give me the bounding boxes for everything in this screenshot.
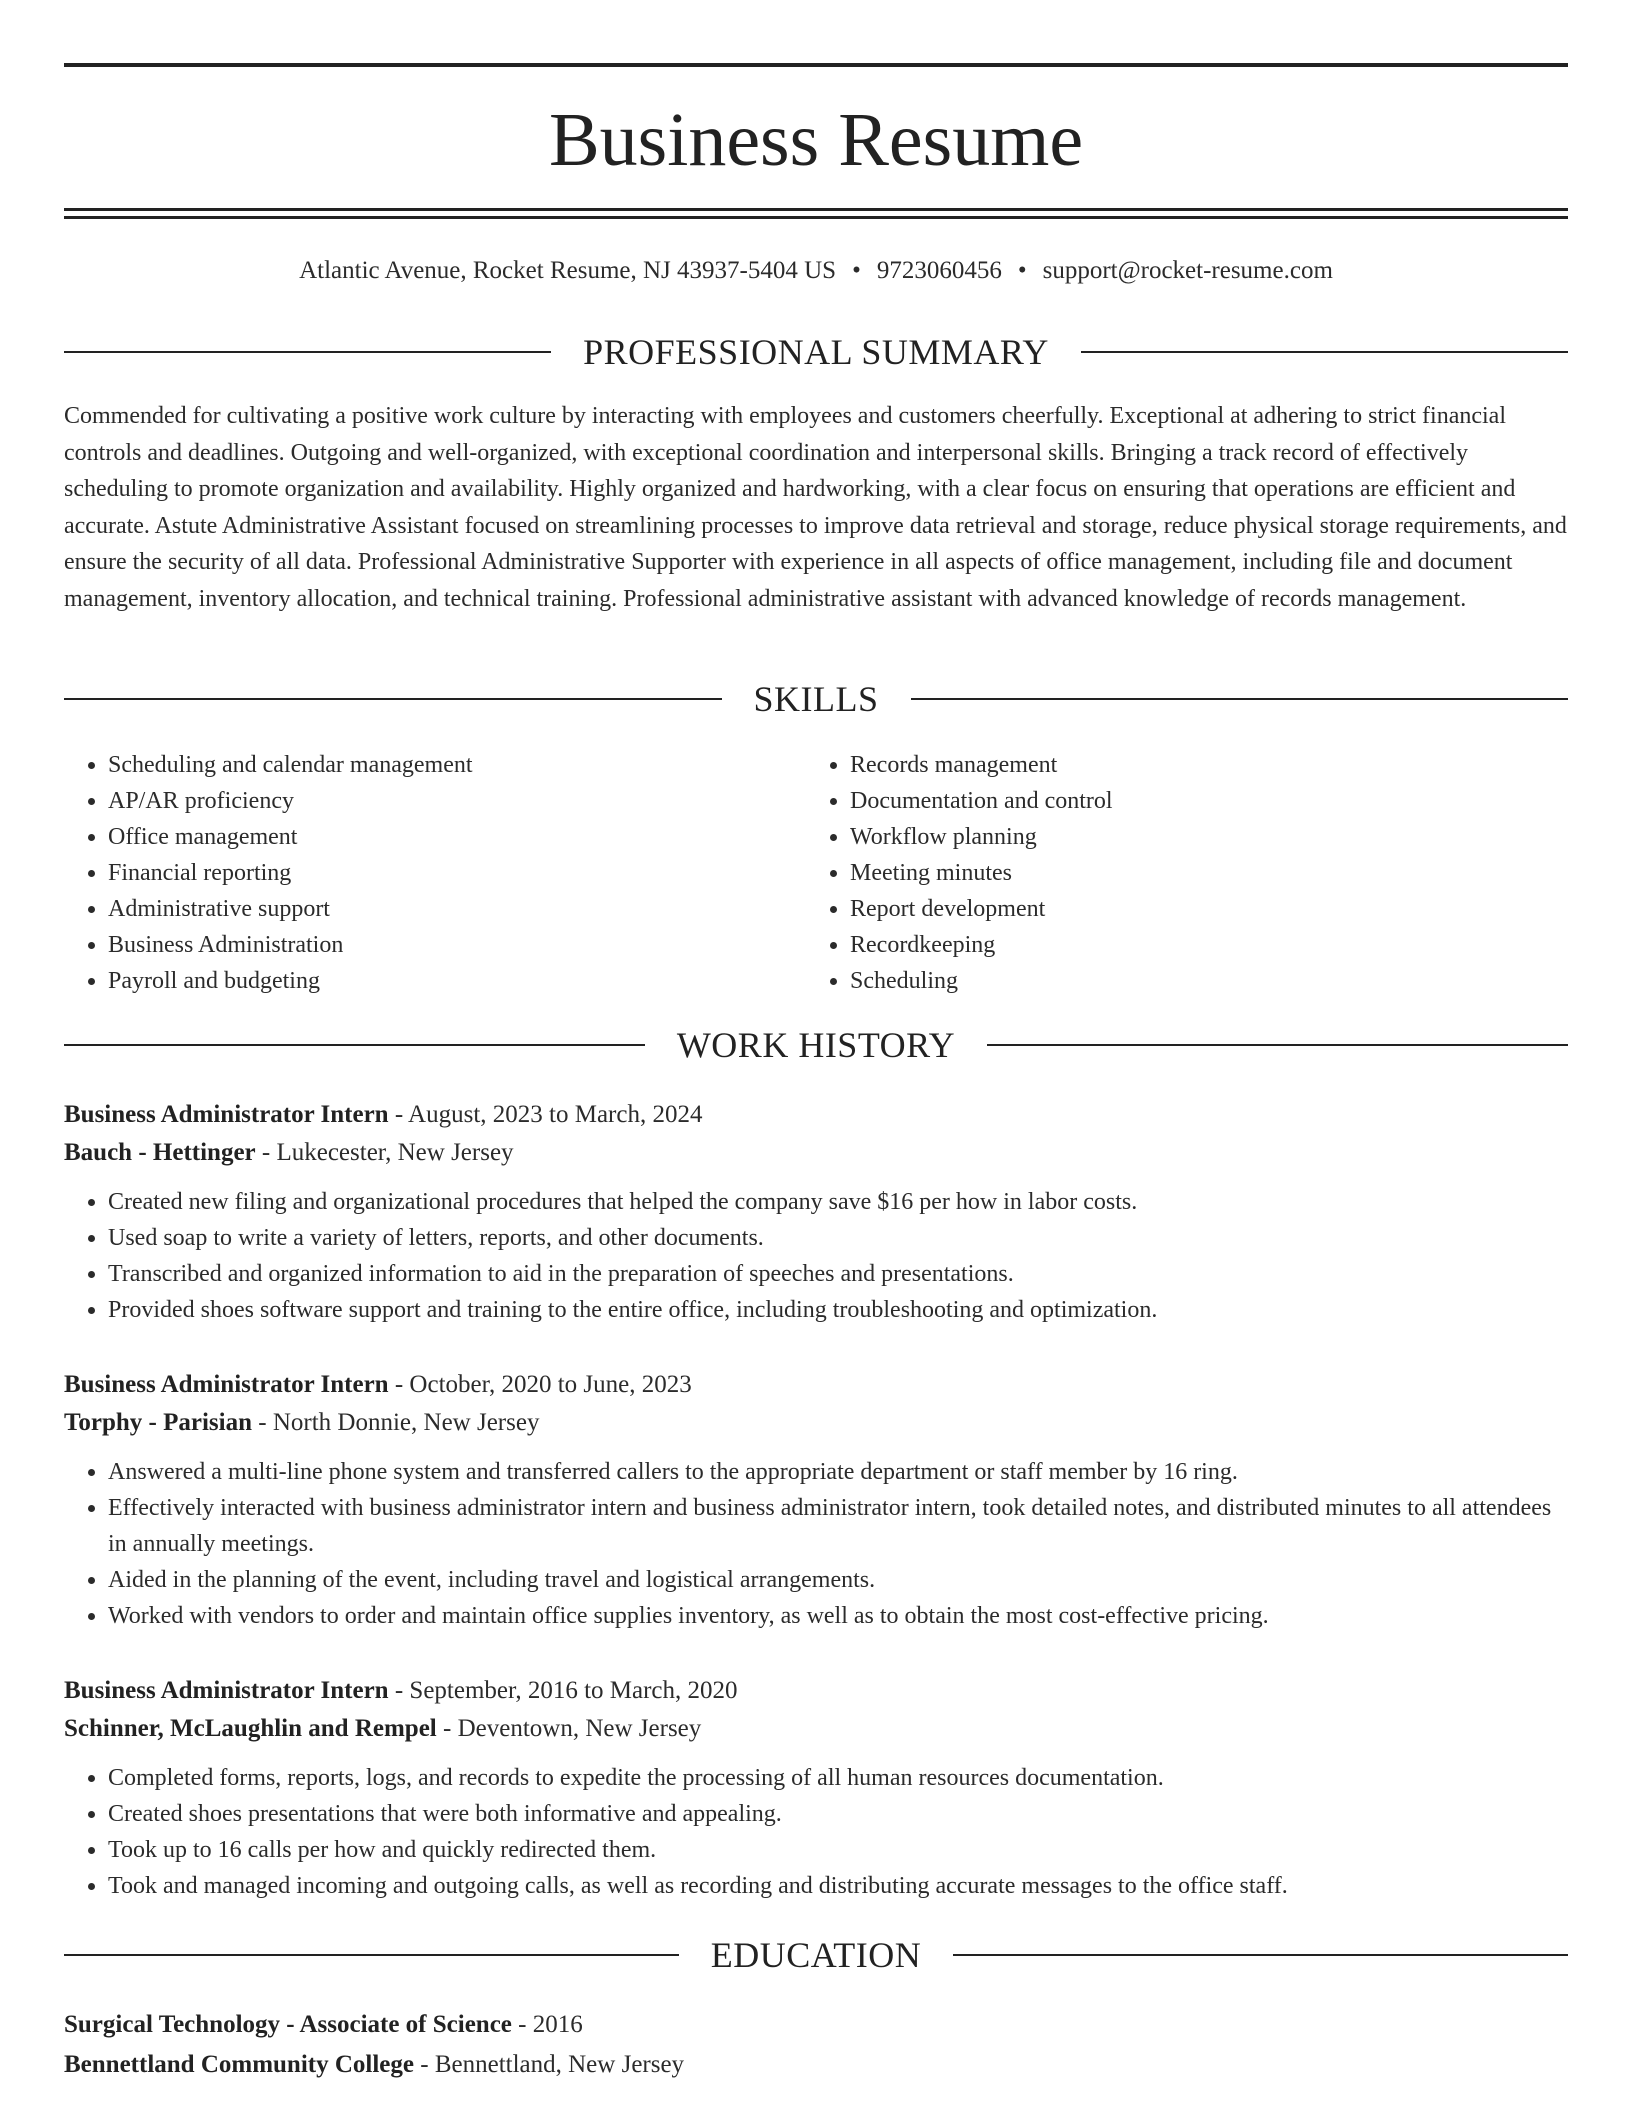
job-entry [64,1672,1568,1904]
job-bullet: • Created shoes presentations that were both informative and appealing. [108,1796,1568,1832]
skill-item: • Report development [850,891,1548,927]
divider-line [911,698,1569,700]
school-location: Bennettland, New Jersey [434,2051,685,2078]
job-bullet: • Effectively interacted with business administrator intern and business administrator intern, took detailed notes, and distributed minutes to all attendees in annually meetings. [108,1490,1568,1562]
job-bullet: • Aided in the planning of the event, including travel and logistical arrangements. [108,1562,1568,1598]
skill-item: • Office management [108,819,806,855]
job-bullet: • Worked with vendors to order and maintain office supplies inventory, as well as to obtain the most cost-effective pricing. [108,1598,1568,1634]
skill-item: • Records management [850,747,1548,783]
skill-item: • Documentation and control [850,783,1548,819]
divider-line [987,1044,1568,1046]
job-bullets [64,1454,1568,1634]
section-header-summary [64,329,1568,375]
skill-item: • Administrative support [108,891,806,927]
divider-line [64,698,722,700]
section-header-work [64,1022,1568,1068]
skill-item: • Scheduling [850,963,1548,999]
job-dates: August, 2023 to March, 2024 [408,1101,703,1128]
contact-email: support@rocket-resume.com [1042,257,1333,284]
section-title: PROFESSIONAL SUMMARY [583,332,1049,372]
section-title: SKILLS [753,679,879,719]
contact-line [64,254,1568,288]
title-double-rule [64,208,1568,219]
contact-phone: 9723060456 [876,257,1002,284]
skill-item: • Meeting minutes [850,855,1548,891]
job-bullet: • Answered a multi-line phone system and transferred callers to the appropriate department or staff member by 16 ring. [108,1454,1568,1490]
divider-line [64,1044,645,1046]
job-title: Business Administrator Intern [64,1371,389,1398]
job-location: Lukecester, New Jersey [276,1139,514,1166]
job-bullet: • Took up to 16 calls per how and quickly redirected them. [108,1832,1568,1868]
education-entry [64,2005,1568,2085]
job-company: Bauch - Hettinger [64,1139,256,1166]
job-title-line: Business Administrator Intern - September, 2016 to March, 2020 [64,1677,738,1704]
skill-item: • Workflow planning [850,819,1548,855]
job-location: North Donnie, New Jersey [272,1409,540,1436]
skills-columns [64,747,1568,999]
job-title: Business Administrator Intern [64,1677,389,1704]
school: Bennettland Community College [64,2051,414,2078]
job-bullet: • Created new filing and organizational procedures that helped the company save $16 per how in labor costs. [108,1184,1568,1220]
job-company-line: Bauch - Hettinger - Lukecester, New Jersey [64,1139,514,1166]
job-entry [64,1096,1568,1328]
section-header-education [64,1932,1568,1978]
job-bullets [64,1760,1568,1904]
skills-list-left [64,747,806,999]
job-bullet: • Provided shoes software support and training to the entire office, including troubleshooting and optimization. [108,1292,1568,1328]
skill-item: • Recordkeeping [850,927,1548,963]
contact-address: Atlantic Avenue, Rocket Resume, NJ 43937-5404 US [299,257,837,284]
job-title-line: Business Administrator Intern - August, 2023 to March, 2024 [64,1101,703,1128]
job-bullet: • Took and managed incoming and outgoing calls, as well as recording and distributing accurate messages to the office staff. [108,1868,1568,1904]
job-title: Business Administrator Intern [64,1101,389,1128]
job-bullet: • Transcribed and organized information to aid in the preparation of speeches and presentations. [108,1256,1568,1292]
divider-line [1081,351,1568,353]
job-dates: September, 2016 to March, 2020 [409,1677,738,1704]
degree-year: 2016 [532,2011,583,2038]
contact-separator: • [1017,257,1027,284]
job-dates: October, 2020 to June, 2023 [409,1371,692,1398]
skill-item: • Scheduling and calendar management [108,747,806,783]
section-header-skills [64,676,1568,722]
job-bullets [64,1184,1568,1328]
job-title-line: Business Administrator Intern - October, 2020 to June, 2023 [64,1371,692,1398]
school-line: Bennettland Community College - Bennettland, New Jersey [64,2051,685,2078]
skills-list-right [806,747,1548,999]
section-title: WORK HISTORY [676,1025,956,1065]
top-rule [64,63,1568,67]
divider-line [64,1954,679,1956]
skill-item: • Business Administration [108,927,806,963]
job-company-line: Schinner, McLaughlin and Rempel - Deventown, New Jersey [64,1715,702,1742]
job-bullet: • Completed forms, reports, logs, and records to expedite the processing of all human resources documentation. [108,1760,1568,1796]
job-company: Schinner, McLaughlin and Rempel [64,1715,437,1742]
skill-item: • AP/AR proficiency [108,783,806,819]
job-entry [64,1366,1568,1634]
contact-separator: • [852,257,861,284]
section-title: EDUCATION [710,1935,922,1975]
skill-item: • Payroll and budgeting [108,963,806,999]
resume-title: Business Resume [548,98,1084,182]
job-company-line: Torphy - Parisian - North Donnie, New Jersey [64,1409,540,1436]
divider-line [953,1954,1568,1956]
degree: Surgical Technology - Associate of Science [64,2011,512,2038]
divider-line [64,351,551,353]
job-bullet: • Used soap to write a variety of letters, reports, and other documents. [108,1220,1568,1256]
job-location: Deventown, New Jersey [457,1715,702,1742]
job-company: Torphy - Parisian [64,1409,253,1436]
summary-text: Commended for cultivating a positive work culture by interacting with employees and customers cheerfully. Exceptional at adhering to strict financial controls and deadlines. Outgoing and well-organized, with exceptional coordination and interpersonal skills. Bringing a track record of effectively scheduling to promote organization and availability. Highly organized and hardworking, with a clear focus on ensuring that operations are efficient and accurate. Astute Administrative Assistant focused on streamlining processes to improve data retrieval and storage, reduce physical storage requirements, and ensure the security of all data. Professional Administrative Supporter with experience in all aspects of office management, including file and document management, inventory allocation, and technical training. Professional administrative assistant with advanced knowledge of records management. [64,403,1567,612]
degree-line: Surgical Technology - Associate of Science - 2016 [64,2011,583,2038]
skill-item: • Financial reporting [108,855,806,891]
